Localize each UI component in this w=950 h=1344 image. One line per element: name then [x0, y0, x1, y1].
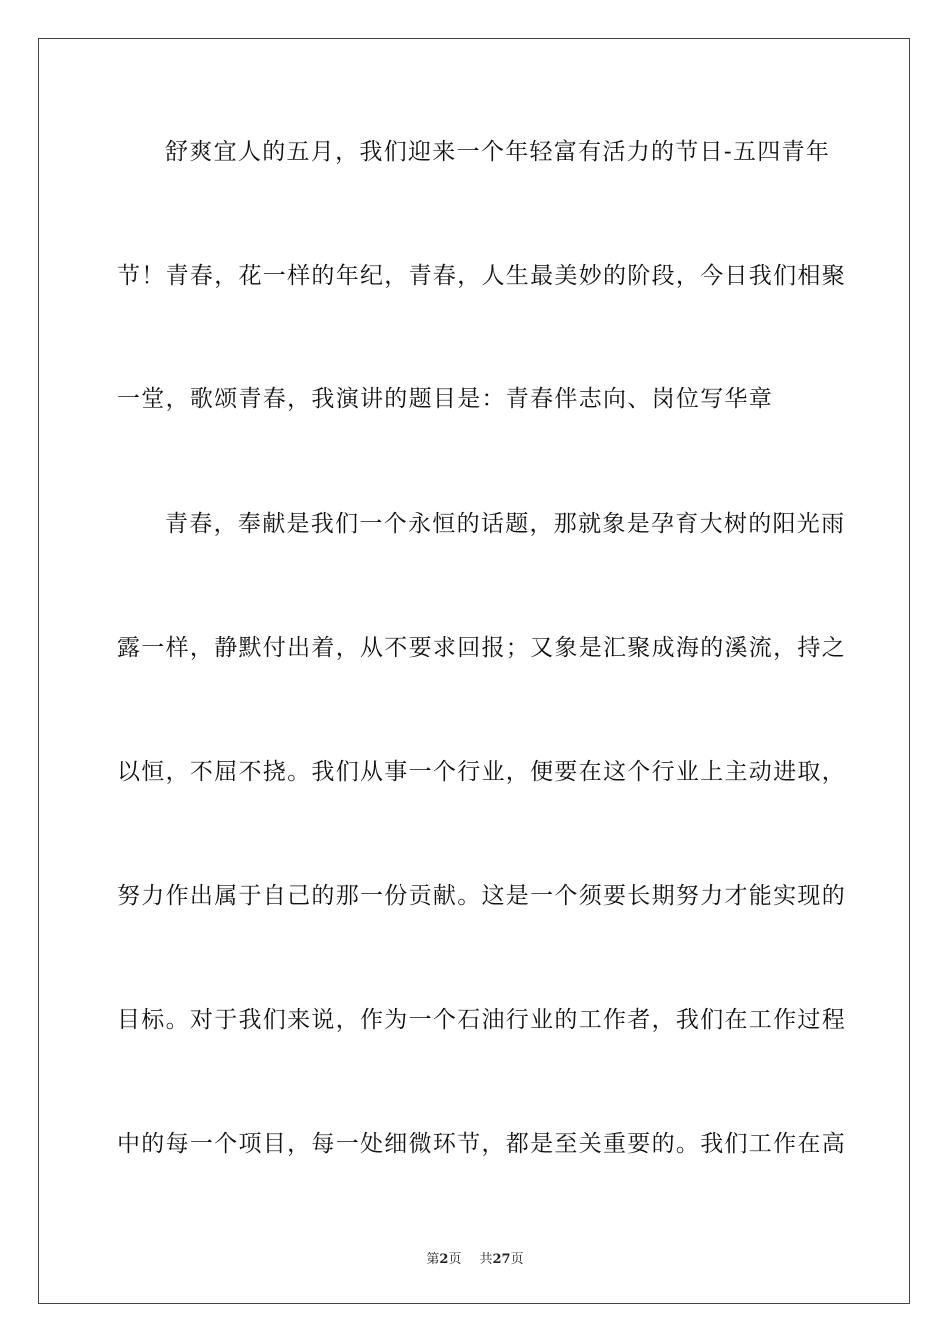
paragraph-line: 努力作出属于自己的那一份贡献。这是一个须要长期努力才能实现的: [117, 883, 846, 909]
paragraph-line: 以恒，不屈不挠。我们从事一个行业，便要在这个行业上主动进取，: [117, 759, 846, 785]
paragraph-line: 一堂，歌颂青春，我演讲的题目是：青春伴志向、岗位写华章: [117, 386, 774, 412]
page-number: 2: [439, 1252, 449, 1267]
paragraph-line: 露一样，静默付出着，从不要求回报；又象是汇聚成海的溪流，持之: [117, 635, 846, 661]
paragraph-line: 舒爽宜人的五月，我们迎来一个年轻富有活力的节日-五四青年: [165, 139, 831, 165]
page-suffix: 页: [448, 1252, 462, 1267]
paragraph-line: 节！青春，花一样的年纪，青春，人生最美妙的阶段，今日我们相聚: [117, 263, 846, 289]
total-pages: 27: [492, 1252, 511, 1267]
page-prefix: 第: [426, 1252, 440, 1267]
paragraph-line: 青春，奉献是我们一个永恒的话题，那就象是孕育大树的阳光雨: [165, 511, 846, 537]
page-footer: [0, 1248, 950, 1267]
paragraph-line: 目标。对于我们来说，作为一个石油行业的工作者，我们在工作过程: [117, 1007, 846, 1033]
total-suffix: 页: [510, 1252, 524, 1267]
paragraph-line: 中的每一个项目，每一处细微环节，都是至关重要的。我们工作在高: [117, 1131, 846, 1157]
page-frame: [38, 38, 910, 1304]
total-prefix: 共: [479, 1252, 493, 1267]
